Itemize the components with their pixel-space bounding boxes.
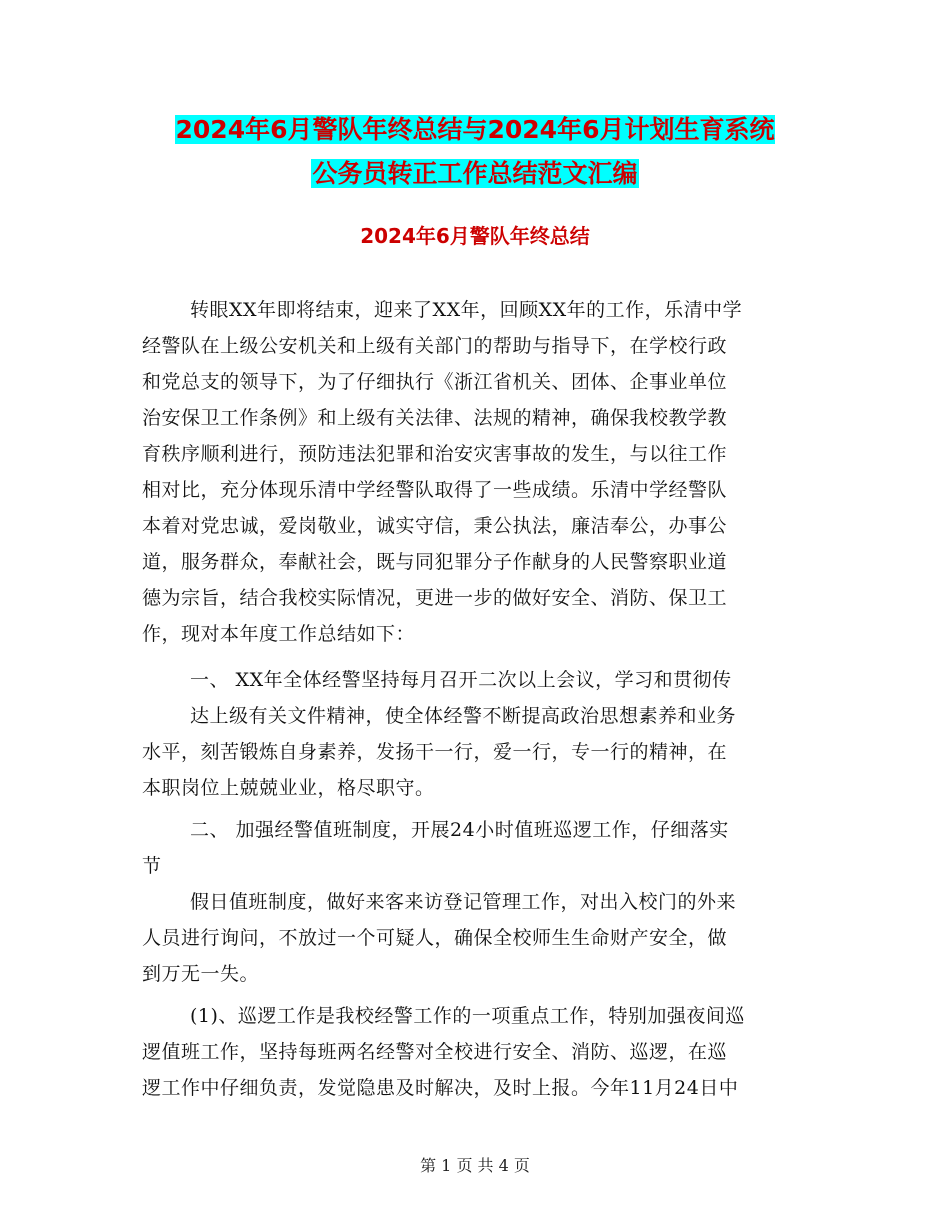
list-item-line: 本职岗位上兢兢业业，格尽职守。 [142,777,435,799]
section-heading: 2024年6月警队年终总结 [360,224,590,248]
list-item-line: 二、 加强经警值班制度，开展24小时值班巡逻工作，仔细落实 [190,819,729,841]
title-highlight: 公务员转正工作总结范文汇编 [312,159,638,188]
paragraph-line: 相对比，充分体现乐清中学经警队取得了一些成绩。乐清中学经警队 [142,479,728,501]
paragraph-line: 逻工作中仔细负责，发觉隐患及时解决，及时上报。今年11月24日中 [142,1077,739,1099]
paragraph-line: 本着对党忠诚，爱岗敬业，诚实守信，秉公执法，廉洁奉公，办事公 [142,515,728,537]
paragraph-line: 作，现对本年度工作总结如下： [142,623,416,645]
page-footer: 第 1 页 共 4 页 [420,1156,530,1175]
paragraph-line: 经警队在上级公安机关和上级有关部门的帮助与指导下，在学校行政 [142,335,728,357]
list-item-line: 一、 XX年全体经警坚持每月召开二次以上会议，学习和贯彻传 [190,669,732,691]
paragraph-line: 德为宗旨，结合我校实际情况，更进一步的做好安全、消防、保卫工 [142,587,728,609]
document-title-line-1 [0,112,950,148]
list-item-line: 水平，刻苦锻炼自身素养，发扬干一行，爱一行，专一行的精神，在 [142,741,728,763]
document-title-line-2 [0,156,950,192]
paragraph-line: 和党总支的领导下，为了仔细执行《浙江省机关、团体、企事业单位 [142,371,728,393]
list-item-line: 达上级有关文件精神，使全体经警不断提高政治思想素养和业务 [190,705,737,727]
paragraph-line: 逻值班工作，坚持每班两名经警对全校进行安全、消防、巡逻，在巡 [142,1041,728,1063]
paragraph-line: 育秩序顺利进行，预防违法犯罪和治安灾害事故的发生，与以往工作 [142,443,728,465]
paragraph-line: 假日值班制度，做好来客来访登记管理工作，对出入校门的外来 [190,891,737,913]
title-highlight: 2024年6月警队年终总结与2024年6月计划生育系统 [175,115,775,144]
paragraph-line: 道，服务群众，奉献社会，既与同犯罪分子作献身的人民警察职业道 [142,551,728,573]
list-item-line: 节 [142,855,162,877]
paragraph-line: 到万无一失。 [142,963,260,985]
paragraph-line: 人员进行询问，不放过一个可疑人，确保全校师生生命财产安全，做 [142,927,728,949]
paragraph-line: 治安保卫工作条例》和上级有关法律、法规的精神，确保我校教学教 [142,407,728,429]
paragraph-line: (1)、巡逻工作是我校经警工作的一项重点工作，特别加强夜间巡 [190,1005,745,1027]
paragraph-line: 转眼XX年即将结束，迎来了XX年，回顾XX年的工作，乐清中学 [190,299,743,321]
